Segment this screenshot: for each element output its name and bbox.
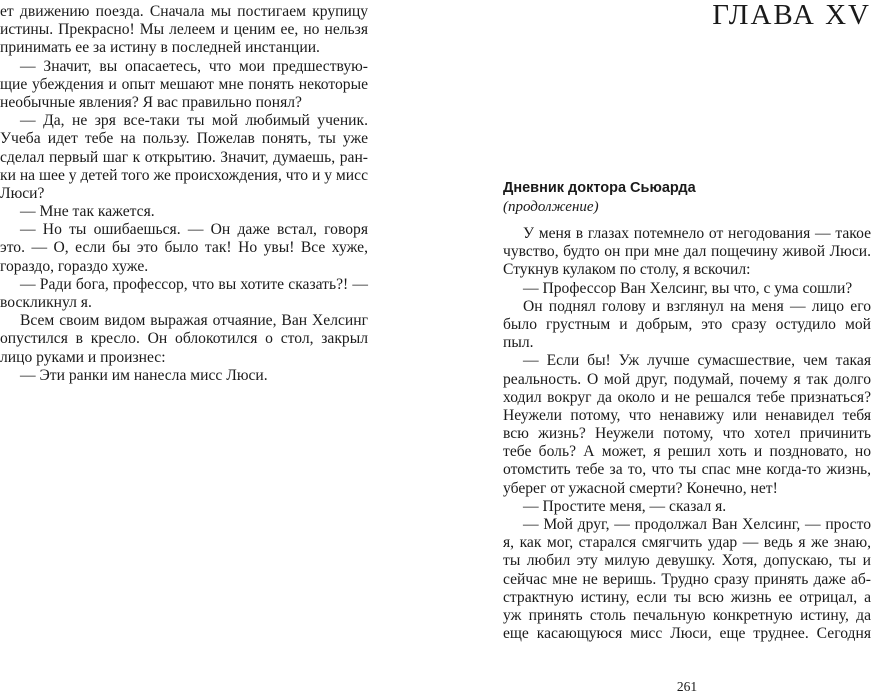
text-line: опустился в кресло. Он облокотился о стол, закрыл — [0, 330, 368, 348]
text-line: щие убеждения и опыт мешают мне понять некоторые — [0, 75, 368, 93]
text-line: это. — О, если бы это было так! Но увы! Все хуже, — [0, 239, 368, 257]
text-line: — Эти ранки им нанесла мисс Люси. — [20, 366, 268, 384]
text-line: ет движению поезда. Сначала мы постигаем крупицу — [0, 3, 368, 20]
text-line: — Ради бога, профессор, что вы хотите сказать?! — — [20, 275, 368, 293]
text-line: Стукнув кулаком по столу, я вскочил: — [503, 261, 751, 279]
text-line: еще касающуюся мисс Люси, еще труднее. Сегодня — [503, 625, 871, 643]
section-subtitle: (продолжение) — [503, 199, 599, 215]
text-line: чувство, будто он при мне дал пощечину живой Люси. — [503, 243, 871, 261]
text-line: страктную истину, если ты всю жизнь ее отрицал, а — [503, 588, 871, 606]
text-line: тебе боль? А может, я решил хоть и поздновато, но — [503, 443, 871, 461]
text-line: — Да, не зря все-таки ты мой любимый ученик. — [20, 112, 368, 130]
text-line: было грустным и добрым, это сразу остудило мой — [503, 315, 871, 333]
text-line: Всем своим видом выражая отчаяние, Ван Хелсинг — [20, 312, 368, 330]
text-line: — Профессор Ван Хелсинг, вы что, с ума сошли? — [523, 279, 853, 297]
text-line: — Если бы! Уж лучше сумасшествие, чем такая — [523, 352, 871, 370]
chapter-title: ГЛАВА XV — [712, 0, 871, 31]
text-line: лицо руками и произнес: — [0, 348, 166, 366]
text-line: Учеба идет тебе на пользу. Пожелав понять, ты уже — [0, 130, 368, 148]
text-line: уж принять столь печальную конкретную истину, да — [503, 606, 871, 624]
text-line: Люси? — [0, 184, 45, 202]
text-line: уберег от ужасной смерти? Конечно, нет! — [503, 479, 778, 497]
text-line: принимать ее за истину в последней инстанции. — [0, 39, 320, 57]
text-line: Неужели потому, что ненавижу или ненавидел тебя — [503, 406, 871, 424]
text-line: ки на шее у детей того же происхождения, что и у мисс — [0, 166, 368, 184]
text-line: пыл. — [503, 334, 534, 352]
left-page-text — [0, 3, 368, 385]
text-line: Он поднял голову и взглянул на меня — лицо его — [523, 297, 871, 315]
right-page-text — [503, 225, 871, 643]
text-line: сейчас мне не веришь. Трудно сразу принять даже аб- — [503, 570, 871, 588]
text-line: У меня в глазах потемнело от негодования — такое — [523, 225, 871, 242]
text-line: необычные явления? Я вас правильно понял? — [0, 93, 302, 111]
text-line: ходил вокруг да около и не решался тебе признаться? — [503, 388, 871, 406]
text-line: сделал первый шаг к открытию. Значит, думаешь, ран- — [0, 148, 368, 166]
text-line: истины. Прекрасно! Мы лелеем и ценим ее, но нельзя — [0, 21, 368, 39]
text-line: ты любил эту милую девушку. Хотя, допускаю, ты и — [503, 552, 871, 570]
section-title: Дневник доктора Сьюарда — [503, 180, 696, 196]
text-line: отомстить тебе за то, что ты спас мне когда-то жизнь, — [503, 461, 871, 479]
text-line: — Значит, вы опасаетесь, что мои предшествую- — [20, 57, 368, 75]
text-line: гораздо, гораздо хуже. — [0, 257, 149, 275]
text-line: — Мой друг, — продолжал Ван Хелсинг, — просто — [523, 516, 871, 533]
text-line: — Но ты ошибаешься. — Он даже встал, говоря — [20, 221, 368, 239]
text-line: реальность. О мой друг, подумай, почему я так долго — [503, 370, 871, 388]
text-line: воскликнул я. — [0, 294, 92, 311]
page-number: 261 — [676, 679, 698, 694]
text-line: я, как мог, старался смягчить удар — ведь я же знаю, — [503, 534, 871, 552]
text-line: — Простите меня, — сказал я. — [523, 497, 727, 515]
text-line: всю жизнь? Неужели потому, что хотел причинить — [503, 425, 871, 443]
text-line: — Мне так кажется. — [20, 203, 155, 221]
